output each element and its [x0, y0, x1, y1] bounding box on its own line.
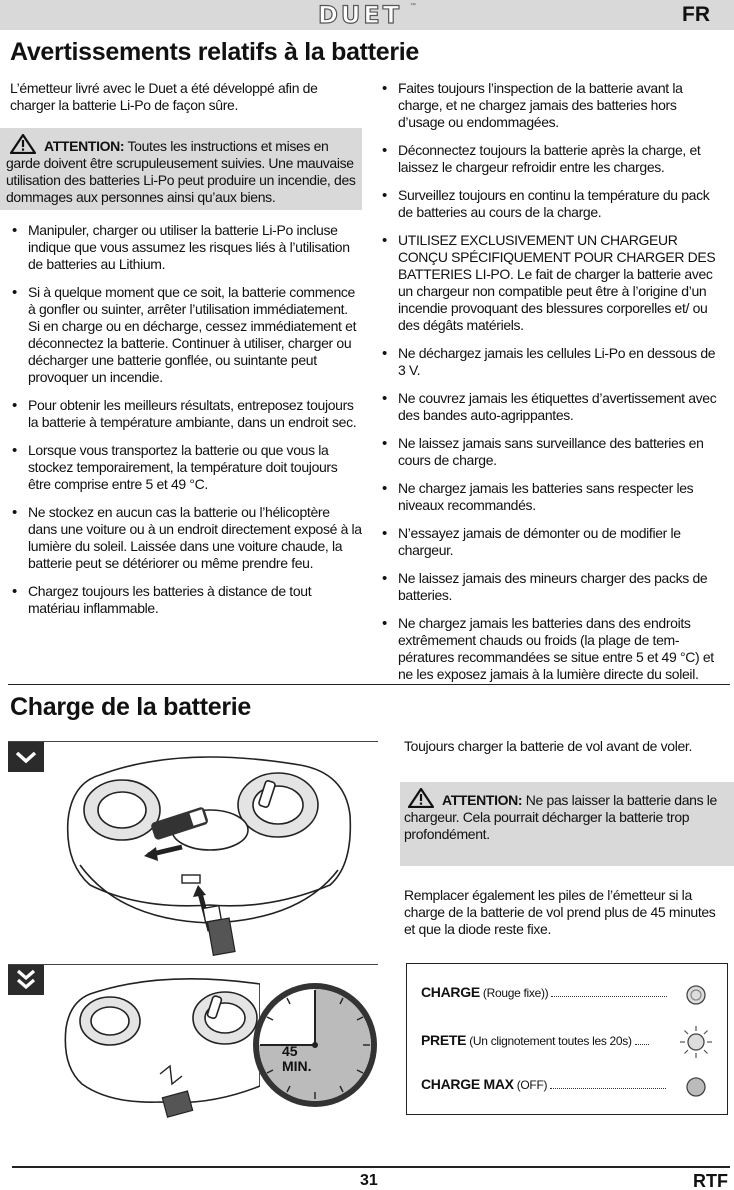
- warning-text: Ne pas laisser la batterie dans le chargeur. Cela pourrait décharger la batterie trop profondément.: [404, 792, 717, 842]
- list-item: • Lorsque vous transportez la batterie ou que vous la stockez temporairement, la température doit toujours être comprise entre 5 et 49 °C.: [10, 442, 362, 493]
- list-item: • Déconnectez toujours la batterie après la charge, et laissez le chargeur refroidir entre les charges.: [380, 142, 726, 176]
- led-status-table: [406, 963, 728, 1115]
- list-item: • Ne couvrez jamais les étiquettes d’avertissement avec des bandes auto-agrippantes.: [380, 390, 726, 424]
- led-status-label: CHARGE MAX: [421, 1076, 514, 1092]
- warning-triangle-icon: [10, 134, 36, 154]
- dotted-leader: [551, 993, 667, 997]
- footer-rule: [12, 1166, 730, 1168]
- led-status-detail: (Rouge fixe)): [479, 986, 549, 1000]
- list-item: • Ne déchargez jamais les cellules Li-Po en dessous de 3 V.: [380, 345, 726, 379]
- clock-minutes-value: 45: [282, 1043, 298, 1059]
- right-column: [380, 80, 726, 694]
- list-item: • Ne chargez jamais les batteries sans respecter les niveaux recommandés.: [380, 480, 726, 514]
- clock-minutes-unit: MIN.: [282, 1058, 312, 1074]
- section-title-charging: Charge de la batterie: [10, 693, 252, 721]
- section-title-warnings: Avertissements relatifs à la batterie: [10, 38, 420, 66]
- list-item: • Ne stockez en aucun cas la batterie ou l’hélicoptère dans une voiture ou à un endroit directement exposé à la lumière du soleil. Laissée dans une voiture chaude, la batterie peut se détériorer ou même prendre feu.: [10, 504, 362, 572]
- list-item: • Manipuler, charger ou utiliser la batterie Li-Po incluse indique que vous assumez les risques liés à l’utilisation de batteries au Lithium.: [10, 222, 362, 273]
- list-item: • Ne laissez jamais des mineurs charger des packs de batteries.: [380, 570, 726, 604]
- section-divider: [8, 684, 730, 685]
- dotted-leader: [550, 1085, 666, 1089]
- led-status-detail: (OFF): [513, 1078, 548, 1092]
- led-blinking-icon: [679, 1025, 713, 1059]
- led-off-icon: [685, 1076, 707, 1098]
- page-header: [0, 0, 734, 30]
- battery-replacement-note: Remplacer également les piles de l’émetteur si la charge de la batterie de vol prend plus de 45 minutes et que la diode reste fixe.: [404, 887, 716, 937]
- chevron-down-icon: [8, 742, 44, 772]
- list-item: • Pour obtenir les meilleurs résultats, entreposez toujours la batterie à température ambiante, dans un endroit sec.: [10, 397, 362, 431]
- dotted-leader: [635, 1041, 649, 1045]
- led-status-label: PRETE: [421, 1032, 467, 1048]
- led-solid-icon: [685, 984, 707, 1006]
- step-1-marker: [8, 742, 44, 772]
- duet-logo: DUET: [318, 1, 403, 29]
- warning-box: [0, 128, 362, 210]
- trademark-symbol: ™: [410, 3, 416, 9]
- list-item: • Faites toujours l’inspection de la batterie avant la charge, et ne chargez jamais des batteries hors d’usage ou endommagées.: [380, 80, 726, 131]
- right-bullet-list: [380, 80, 726, 683]
- transmitter-charging-illustration: [60, 745, 360, 960]
- warning-text: Toutes les instructions et mises en garde doivent être scrupuleusement suivies. Une mauvaise utilisation des batteries Li-Po peut produire un incendie, des dommages aux personnes ainsi qu’aux biens.: [6, 138, 356, 205]
- step-2-rule: [8, 964, 378, 965]
- clock-time-label: [282, 1044, 312, 1074]
- list-item: • Surveillez toujours en continu la température du pack de batteries au cours de la charge.: [380, 187, 726, 221]
- warning-label: ATTENTION:: [442, 792, 523, 808]
- double-chevron-down-icon: [8, 965, 44, 995]
- led-row-full: [421, 1076, 666, 1092]
- warning-box: [400, 782, 734, 866]
- charge-timer-clock: [250, 970, 380, 1120]
- language-code: FR: [682, 3, 710, 26]
- intro-paragraph: L’émetteur livré avec le Duet a été développé afin de charger la batterie Li-Po de façon sûre.: [10, 80, 318, 113]
- led-row-ready: [421, 1032, 649, 1048]
- list-item: • UTILISEZ EXCLUSIVEMENT UN CHARGEUR CONÇU SPÉCIFIQUEMENT POUR CHARGER DES BATTERIES LI-PO. Le fait de charger la batterie avec un chargeur non compatible peut être à l’origine d’un incendie provoquant des blessures corporelles et/ ou des dégâts matériels.: [380, 232, 726, 334]
- led-status-label: CHARGE: [421, 984, 480, 1000]
- list-item: • N’essayez jamais de démonter ou de modifier le chargeur.: [380, 525, 726, 559]
- led-row-charge: [421, 984, 667, 1000]
- left-column: [6, 80, 362, 628]
- charge-instruction: Toujours charger la batterie de vol avant de voler.: [404, 738, 692, 754]
- page-number: 31: [360, 1172, 378, 1189]
- warning-label: ATTENTION:: [44, 138, 125, 154]
- list-item: • Ne laissez jamais sans surveillance des batteries en cours de charge.: [380, 435, 726, 469]
- led-status-detail: (Un clignotement toutes les 20s): [466, 1034, 632, 1048]
- step-1-rule: [8, 741, 378, 742]
- transmitter-charging-led-illustration: [60, 966, 260, 1126]
- left-bullet-list: [10, 222, 362, 617]
- list-item: • Si à quelque moment que ce soit, la batterie commence à gonfler ou suinter, arrêter l’utilisation immédiatement. Si en charge ou en décharge, cessez immédiatement et déconnectez la batterie. Continuer à utiliser, charger ou décharger une batterie gonflée, ou suintante peut provoquer un incendie.: [10, 284, 362, 386]
- list-item: • Chargez toujours les batteries à distance de tout matériau inflammable.: [10, 583, 362, 617]
- list-item: • Ne chargez jamais les batteries dans des endroits extrêmement chauds ou froids (la plage de tem-pératures recommandées se situe entre 5 et 49 °C) et ne les exposez jamais à la lumière directe du soleil.: [380, 615, 726, 683]
- warning-triangle-icon: [408, 788, 434, 808]
- step-2-marker: [8, 965, 44, 995]
- model-label: RTF: [693, 1171, 728, 1190]
